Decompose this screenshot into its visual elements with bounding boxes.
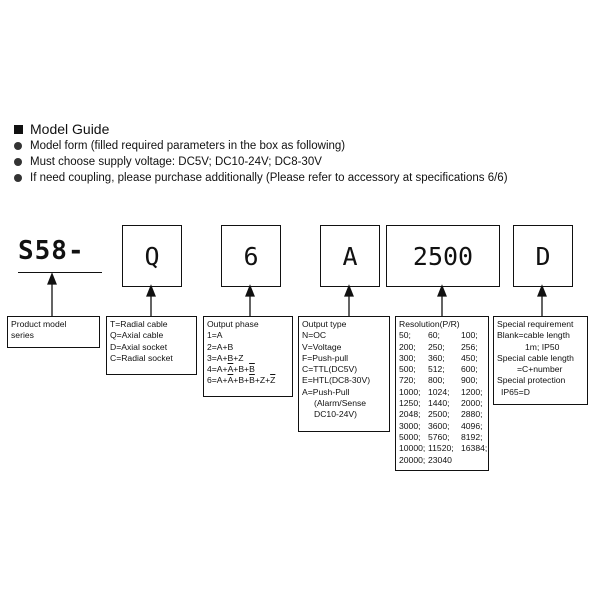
desc-line: Q=Axial cable: [110, 330, 164, 341]
desc-line: 1m; IP50: [525, 341, 560, 352]
bullet-text: Model form (filled required parameters in the box as following): [30, 140, 346, 152]
resolution-value: 360;: [428, 352, 445, 363]
bullet-text: If need coupling, please purchase additionally (Please refer to accessory at specifications 6/6): [30, 172, 508, 184]
resolution-value: 8192;: [461, 431, 483, 442]
resolution-value: 256;: [461, 341, 478, 352]
desc-resolution: [395, 316, 489, 471]
code-box-special: D: [513, 225, 573, 287]
desc-line: Output phase: [207, 319, 259, 329]
resolution-value: 200;: [399, 341, 416, 352]
resolution-value: 600;: [461, 364, 478, 375]
resolution-value: 50;: [399, 330, 411, 341]
resolution-value: 1000;: [399, 386, 421, 397]
desc-output-type: [298, 316, 390, 432]
resolution-value: 1440;: [428, 398, 450, 409]
desc-line: C=TTL(DC5V): [302, 364, 358, 375]
resolution-value: 4096;: [461, 420, 483, 431]
desc-line: Special protection: [497, 375, 566, 386]
desc-line: 3=A+B+Z: [207, 352, 244, 363]
desc-line: Special cable length: [497, 352, 574, 363]
code-box-output: A: [320, 225, 380, 287]
desc-line: DC10-24V): [314, 409, 357, 420]
resolution-value: 100;: [461, 330, 478, 341]
model-prefix: S58-: [18, 236, 85, 266]
desc-line: series: [11, 330, 34, 341]
resolution-values: [399, 330, 488, 466]
desc-line: V=Voltage: [302, 341, 342, 352]
resolution-value: 250;: [428, 341, 445, 352]
resolution-value: 1200;: [461, 386, 483, 397]
desc-line: 1=A: [207, 330, 223, 341]
model-guide-title: Model Guide: [30, 121, 110, 137]
desc-line: C=Radial socket: [110, 352, 173, 363]
resolution-value: 720;: [399, 375, 416, 386]
resolution-value: 60;: [428, 330, 440, 341]
resolution-value: 3600;: [428, 420, 450, 431]
resolution-value: 3000;: [399, 420, 421, 431]
resolution-value: 450;: [461, 352, 478, 363]
resolution-value: 800;: [428, 375, 445, 386]
desc-line: IP65=D: [501, 386, 530, 397]
desc-special-requirement: [493, 316, 588, 405]
resolution-value: 2880;: [461, 409, 483, 420]
resolution-value: 23040: [428, 454, 452, 465]
resolution-value: 5760;: [428, 431, 450, 442]
desc-line: N=OC: [302, 330, 327, 341]
bullet-text: Must choose supply voltage: DC5V; DC10-24V; DC8-30V: [30, 156, 322, 168]
resolution-value: 2000;: [461, 398, 483, 409]
resolution-value: 2500;: [428, 409, 450, 420]
code-box-resolution: 2500: [386, 225, 500, 287]
desc-line: F=Push-pull: [302, 352, 349, 363]
desc-line: E=HTL(DC8-30V): [302, 375, 371, 386]
desc-line: $6=A+\overline{A}+B+\overline{B}+Z+\overline{Z}$: [207, 375, 276, 386]
desc-output-phase: [203, 316, 293, 397]
desc-product-model: [7, 316, 100, 348]
resolution-value: 500;: [399, 364, 416, 375]
desc-line: (Alarm/Sense: [314, 398, 367, 409]
resolution-value: 5000;: [399, 431, 421, 442]
desc-line: =C+number: [517, 364, 563, 375]
desc-line: Output type: [302, 319, 347, 329]
resolution-value: 11520;: [428, 443, 454, 454]
desc-line: T=Radial cable: [110, 319, 168, 329]
desc-line: 2=A+B: [207, 341, 234, 352]
desc-line: A=Push-Pull: [302, 386, 350, 397]
desc-line: Special requirement: [497, 319, 574, 329]
resolution-value: 900;: [461, 375, 478, 386]
resolution-value: 20000;: [399, 454, 426, 465]
code-box-phase: 6: [221, 225, 281, 287]
desc-line: Product model: [11, 319, 67, 329]
desc-line: D=Axial socket: [110, 341, 168, 352]
resolution-value: [461, 455, 491, 466]
resolution-value: 2048;: [399, 409, 421, 420]
resolution-value: 300;: [399, 352, 416, 363]
resolution-value: 1024;: [428, 386, 450, 397]
desc-line: Resolution(P/R): [399, 319, 460, 329]
resolution-value: 512;: [428, 364, 445, 375]
desc-line: $4=A+\overline{A}+B+\overline{B}$: [207, 364, 255, 375]
code-box-cable: Q: [122, 225, 182, 287]
resolution-value: 1250;: [399, 398, 421, 409]
resolution-value: 10000;: [399, 443, 426, 454]
desc-line: Blank=cable length: [497, 330, 570, 341]
resolution-value: 16384;: [461, 443, 488, 454]
desc-cable-type: [106, 316, 197, 375]
